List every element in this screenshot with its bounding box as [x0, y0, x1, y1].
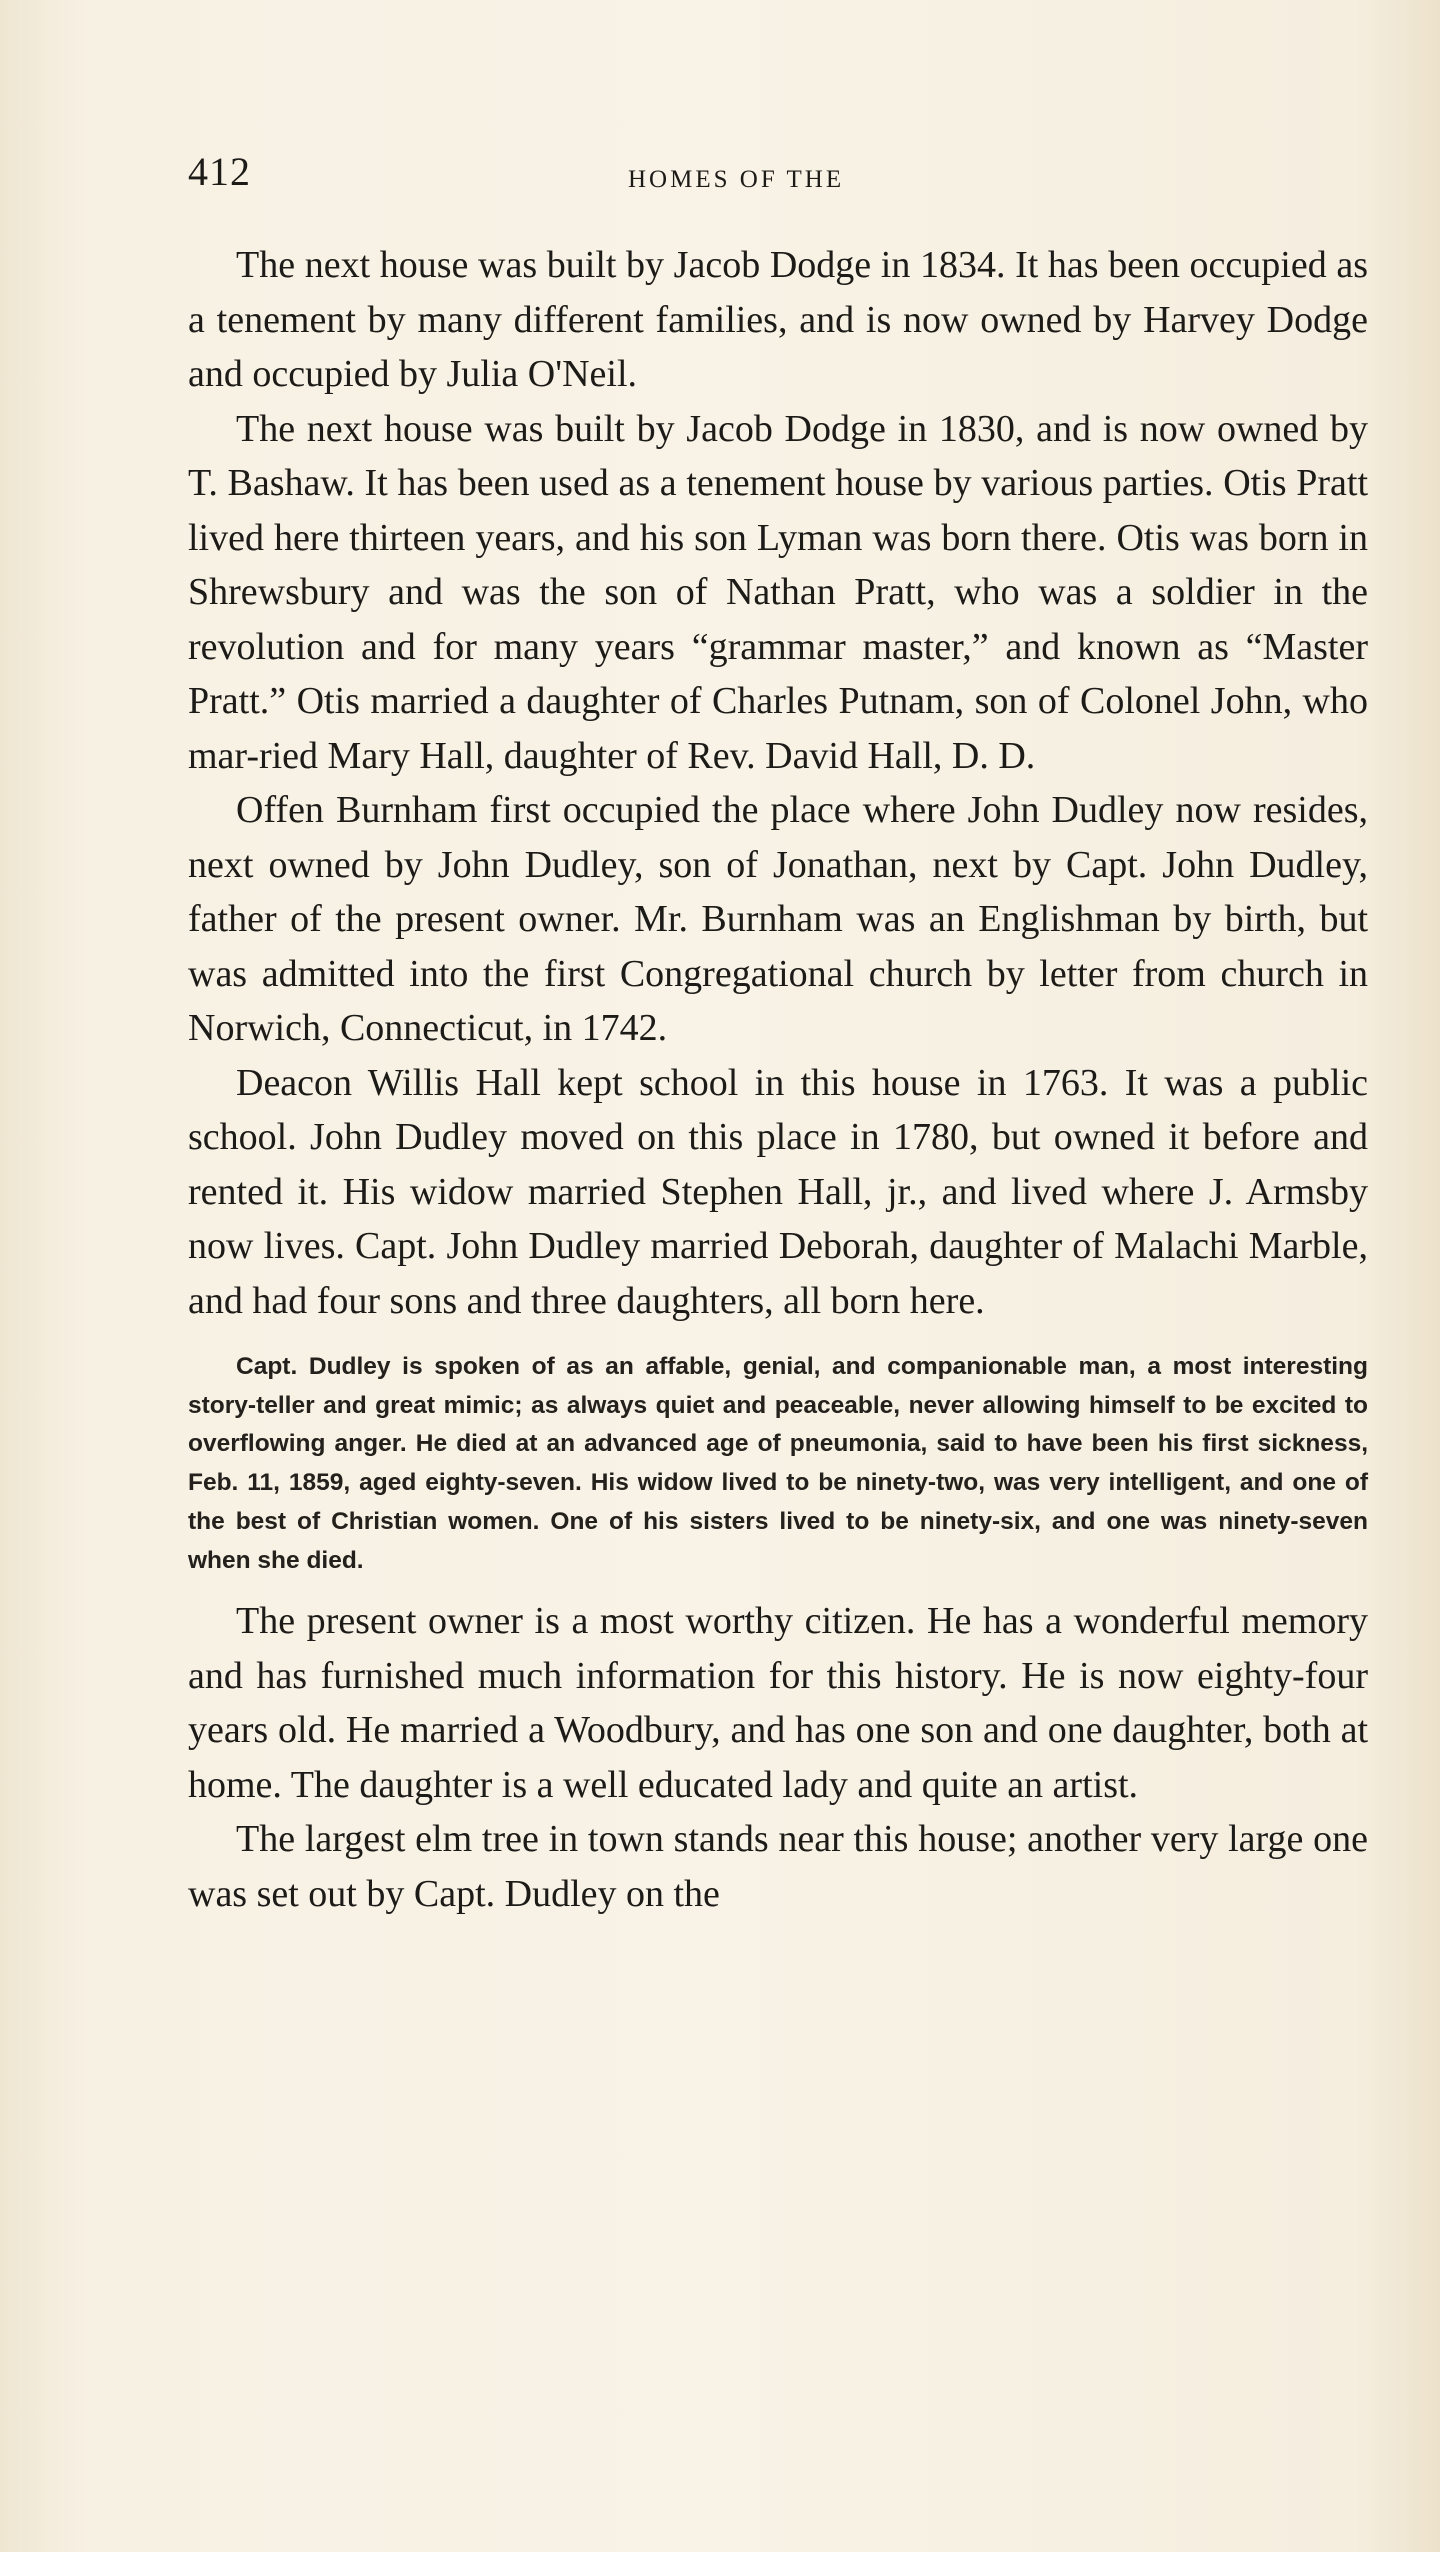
note-capt-dudley: Capt. Dudley is spoken of as an affable, genial, and companionable man, a most interesting story-teller and great mimic; as always quiet and peaceable, never allowing himself to be excited to overflowing anger. He died at an advanced age of pneumonia, said to have been his first sickness, Feb. 11, 1859, aged eighty-seven. His widow lived to be ninety-two, was very intelligent, and one of the best of Christian women. One of his sisters lived to be ninety-six, and one was ninety-seven when she died.: [188, 1353, 1368, 1574]
body-text: [188, 238, 1368, 1921]
paragraph-jacob-dodge-1830: The next house was built by Jacob Dodge in 1830, and is now owned by T. Bashaw. It has been used as a tenement house by various parties. Otis Pratt lived here thirteen years, and his son Lyman was born there. Otis was born in Shrewsbury and was the son of Nathan Pratt, who was a soldier in the revolution and for many years “grammar master,” and known as “Master Pratt.” Otis married a daughter of Charles Putnam, son of Colonel John, who mar-ried Mary Hall, daughter of Rev. David Hall, D. D.: [188, 407, 1368, 777]
page-number: 412: [188, 149, 251, 194]
running-head: HOMES OF THE: [628, 166, 845, 193]
paragraph-jacob-dodge-1834: The next house was built by Jacob Dodge in 1834. It has been occupied as a tenement by many different families, and is now owned by Harvey Dodge and occupied by Julia O'Neil.: [188, 244, 1368, 395]
paragraph-offen-burnham: Offen Burnham first occupied the place where John Dudley now resides, next owned by John Dudley, son of Jonathan, next by Capt. John Dudley, father of the present owner. Mr. Burnham was an Englishman by birth, but was admitted into the first Congregational church by letter from church in Norwich, Connecticut, in 1742.: [188, 789, 1368, 1049]
page-header: [188, 148, 1368, 208]
paragraph-deacon-willis-hall: Deacon Willis Hall kept school in this house in 1763. It was a public school. John Dudley moved on this place in 1780, but owned it before and rented it. His widow married Stephen Hall, jr., and lived where J. Armsby now lives. Capt. John Dudley married Deborah, daughter of Malachi Marble, and had four sons and three daughters, all born here.: [188, 1061, 1368, 1322]
paragraph-largest-elm: The largest elm tree in town stands near this house; another very large one was set out by Capt. Dudley on the: [188, 1818, 1368, 1915]
paragraph-present-owner: The present owner is a most worthy citizen. He has a wonderful memory and has furnished much information for this history. He is now eighty-four years old. He married a Woodbury, and has one son and one daughter, both at home. The daughter is a well educated lady and quite an artist.: [188, 1600, 1368, 1806]
